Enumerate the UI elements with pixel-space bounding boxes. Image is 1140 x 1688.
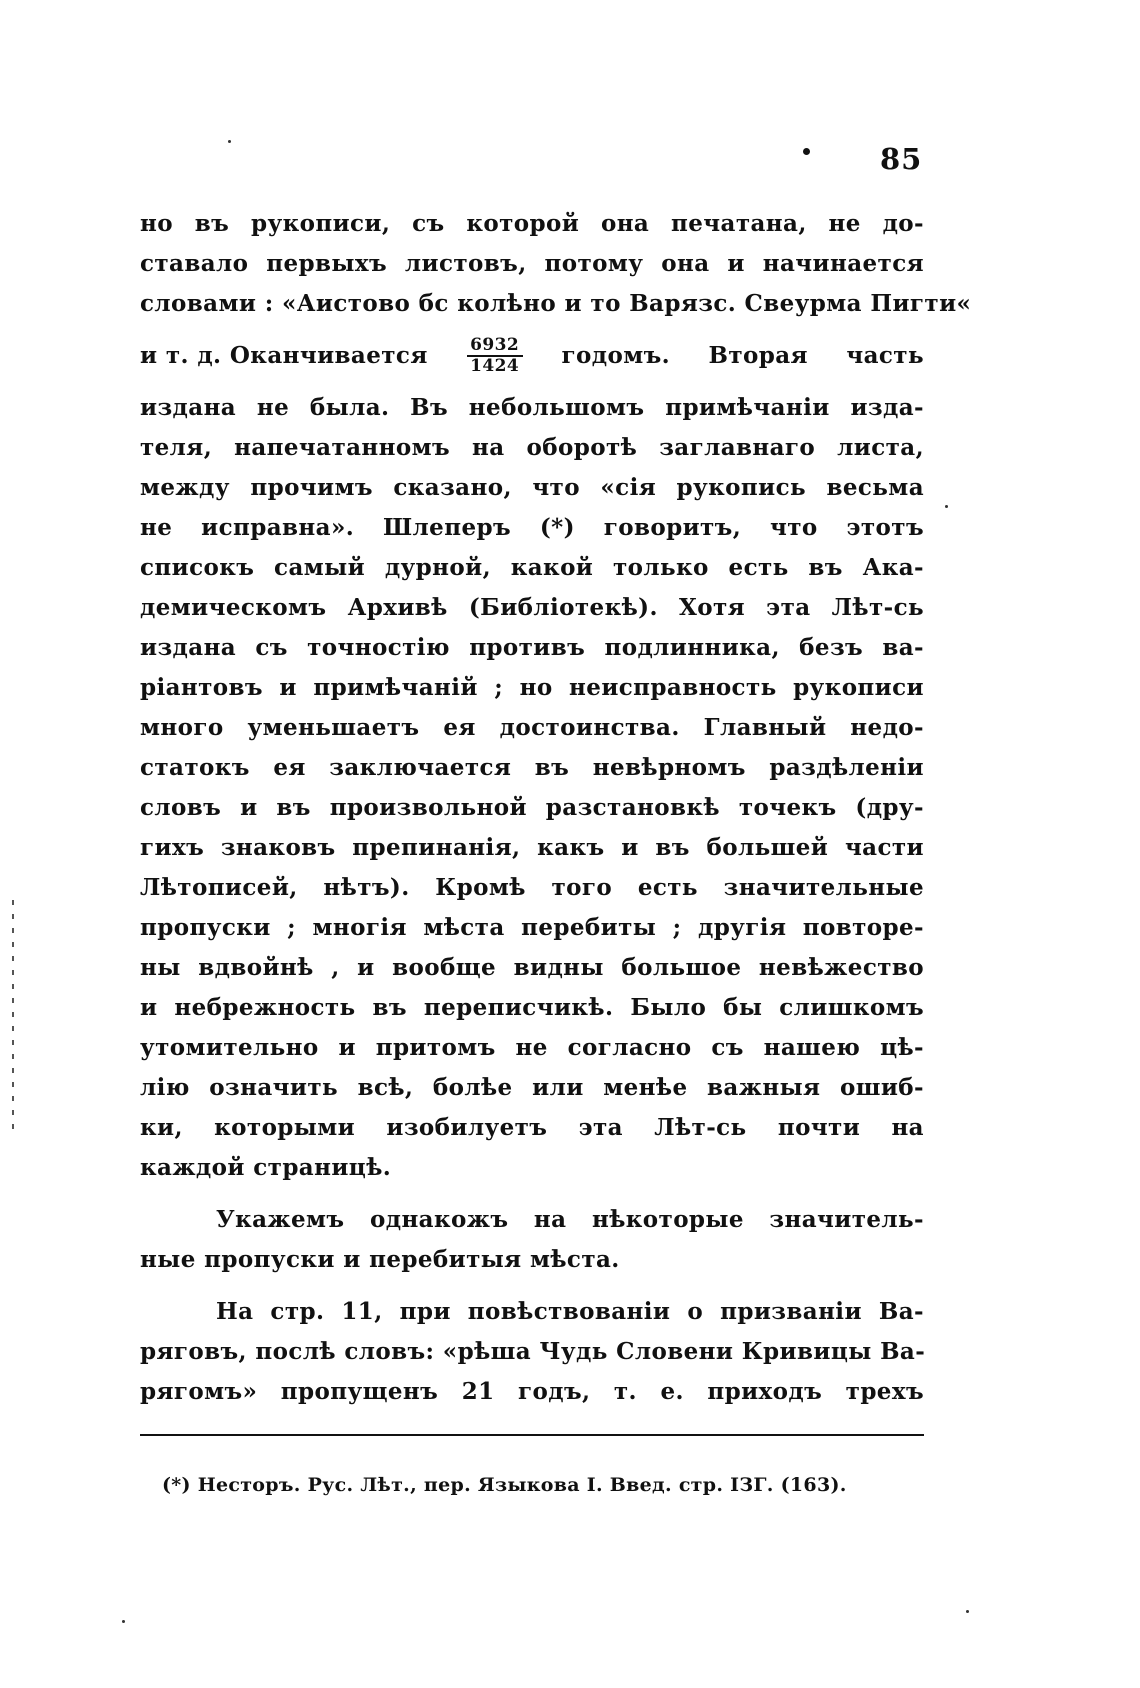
text-line: ные пропуски и перебитыя мѣста. (140, 1246, 620, 1273)
text-line: ріантовъ и примѣчаній ; но неисправность рукописи (140, 674, 924, 701)
text-line: теля, напечатанномъ на оборотѣ заглавнаго листа, (140, 434, 924, 461)
text-line: словъ и въ произвольной разстановкѣ точекъ (дру- (140, 794, 924, 821)
text-line: демическомъ Архивѣ (Библіотекѣ). Хотя эта Лѣт-сь (140, 594, 924, 621)
paragraph-first-line: Укажемъ однакожъ на нѣкоторые значитель- (216, 1206, 924, 1233)
fraction-numerator: 6932 (470, 335, 520, 355)
body-text (140, 204, 972, 1412)
footnote-rule (140, 1434, 924, 1436)
text-segment: и т. д. Оканчивается (140, 342, 428, 369)
text-line: между прочимъ сказано, что «сія рукопись весьма (140, 474, 924, 501)
text-line: и небрежность въ переписчикѣ. Было бы слишкомъ (140, 994, 924, 1021)
text-line: но въ рукописи, съ которой она печатана, не до- (140, 210, 924, 237)
text-line: рягомъ» пропущенъ 21 годъ, т. е. приходъ трехъ (140, 1378, 924, 1405)
page-mark-dot (803, 148, 810, 155)
text-segment: Вторая (708, 342, 808, 369)
text-line: ставало первыхъ листовъ, потому она и начинается (140, 250, 924, 277)
scan-speck (945, 505, 948, 508)
text-line: пропуски ; многія мѣста перебиты ; другія повторе- (140, 914, 924, 941)
text-line-with-fraction (140, 324, 924, 388)
text-line: ны вдвойнѣ , и вообще видны большое невѣжество (140, 954, 924, 981)
scan-edge-artifact (12, 900, 14, 1130)
text-line: издана не была. Въ небольшомъ примѣчаніи изда- (140, 394, 924, 421)
text-line: ряговъ, послѣ словъ: «рѣша Чудь Словени Кривицы Ва- (140, 1338, 926, 1365)
scan-speck (122, 1620, 125, 1623)
text-line: списокъ самый дурной, какой только есть въ Ака- (140, 554, 924, 581)
text-line: издана съ точностію противъ подлинника, безъ ва- (140, 634, 924, 661)
page-number: 85 (880, 142, 923, 176)
text-segment: годомъ. (561, 342, 671, 369)
scan-speck (228, 140, 231, 143)
text-line: ки, которыми изобилуетъ эта Лѣт-сь почти на (140, 1114, 924, 1141)
text-segment: часть (846, 342, 924, 369)
text-line: Лѣтописей, нѣтъ). Кромѣ того есть значительные (140, 874, 924, 901)
footnote: (*) Несторъ. Рус. Лѣт., пер. Языкова I. Введ. стр. ІЗГ. (163). (162, 1474, 847, 1496)
text-line: гихъ знаковъ препинанія, какъ и въ большей части (140, 834, 924, 861)
text-line: каждой страницѣ. (140, 1154, 392, 1181)
paragraph-first-line: На стр. 11, при повѣствованіи о призваніи Ва- (216, 1298, 924, 1325)
text-line: утомительно и притомъ не согласно съ нашею цѣ- (140, 1034, 924, 1061)
text-line: словами : «Аистово бс колѣно и то Варязс. Свеурма Пигти« (140, 290, 972, 317)
text-line: лію означить всѣ, болѣе или менѣе важныя ошиб- (140, 1074, 924, 1101)
year-fraction (466, 336, 523, 376)
text-line: статокъ ея заключается въ невѣрномъ раздѣленіи (140, 754, 924, 781)
text-line: много уменьшаетъ ея достоинства. Главный недо- (140, 714, 924, 741)
fraction-denominator: 1424 (470, 356, 520, 376)
scan-speck (966, 1610, 969, 1613)
text-line: не исправна». Шлеперъ (*) говоритъ, что этотъ (140, 514, 924, 541)
